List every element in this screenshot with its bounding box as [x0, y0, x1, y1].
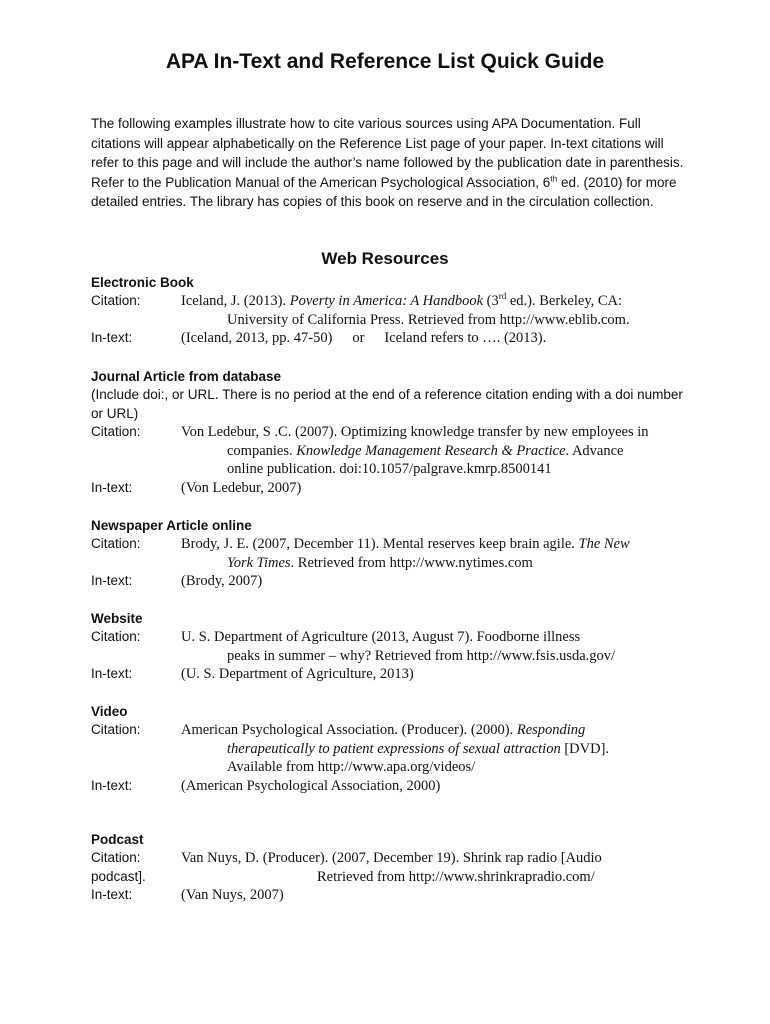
- intext-label: In-text:: [91, 777, 133, 793]
- citation-label: Citation:: [91, 850, 141, 865]
- intext-label: In-text:: [91, 330, 133, 346]
- citation-label: Citation:: [91, 722, 141, 737]
- citation-superscript: rd: [498, 291, 507, 302]
- intext-text: (Von Ledebur, 2007): [181, 479, 302, 496]
- intro-superscript: th: [550, 173, 558, 184]
- intext-or: or: [352, 330, 365, 347]
- citation-part: [DVD].: [560, 740, 610, 757]
- intext-text: (Brody, 2007): [181, 573, 263, 590]
- intext-row: [91, 886, 691, 905]
- intro-text: The following examples illustrate how to cite various sources using APA Documentation. Full citations will appear alphabetically on the Reference List page of your paper. In-text citations will refer to this page and will include the author’s name followed by the publication date in parenthesis. Refer to the Publication Manual of the American Psychological Association, 6: [91, 116, 684, 190]
- citation-part: American Psychological Association. (Producer). (2000).: [181, 722, 517, 738]
- intext-row: [91, 329, 691, 348]
- citation-row: [91, 292, 691, 329]
- citation-line: U. S. Department of Agriculture (2013, August 7). Foodborne illness: [181, 629, 581, 645]
- entry-note: (Include doi:, or URL. There is no period at the end of a reference citation ending with a doi number or URL): [91, 387, 683, 421]
- entry-heading: Website: [91, 611, 143, 626]
- citation-label-continued: podcast].: [91, 868, 146, 884]
- intext-label: In-text:: [91, 573, 133, 589]
- citation-line: Von Ledebur, S .C. (2007). Optimizing knowledge transfer by new employees in: [181, 424, 649, 441]
- citation-part: . Retrieved from http://www.nytimes.com: [290, 554, 533, 571]
- entry-heading: Video: [91, 704, 128, 719]
- citation-title: Responding: [516, 722, 586, 738]
- intro-text-continued: ed. (2010) for more detailed entries. The library has copies of this book on reserve and in the circulation collection.: [91, 174, 677, 210]
- entry-website: [91, 609, 691, 684]
- entry-heading: Newspaper Article online: [91, 518, 252, 533]
- citation-line: Retrieved from http://www.shrinkrapradio.com/: [317, 868, 595, 885]
- citation-part: . Advance: [565, 442, 624, 459]
- intext-text: (American Psychological Association, 2000): [181, 777, 441, 794]
- entry-newspaper-article: [91, 516, 691, 591]
- intext-text: (U. S. Department of Agriculture, 2013): [181, 666, 414, 683]
- citation-part: (3: [483, 293, 499, 309]
- citation-title: Poverty in America: A Handbook: [289, 293, 484, 309]
- citation-line: [181, 442, 691, 461]
- citation-row: [91, 628, 691, 665]
- intext-label: In-text:: [91, 666, 133, 682]
- citation-part: Brody, J. E. (2007, December 11). Mental reserves keep brain agile.: [181, 536, 579, 552]
- citation-label: Citation:: [91, 293, 141, 308]
- citation-line: peaks in summer – why? Retrieved from http://www.fsis.usda.gov/: [227, 647, 616, 664]
- citation-text: [181, 535, 691, 572]
- citation-title: The New: [578, 536, 630, 552]
- citation-title: York Times: [227, 554, 291, 571]
- citation-part: Iceland, J. (2013).: [181, 293, 290, 309]
- citation-line: University of California Press. Retrieved from http://www.eblib.com.: [227, 311, 630, 328]
- intext-label: In-text:: [91, 479, 133, 495]
- citation-text: [181, 721, 691, 777]
- entry-podcast: [91, 830, 691, 905]
- entry-video: [91, 702, 691, 795]
- citation-row: [91, 849, 691, 868]
- citation-label: Citation:: [91, 536, 141, 551]
- citation-text: [181, 628, 691, 665]
- citation-label: Citation:: [91, 424, 141, 440]
- intext-row: [91, 572, 691, 591]
- entry-heading: Podcast: [91, 832, 144, 847]
- citation-row: [91, 423, 691, 479]
- intext-label: In-text:: [91, 887, 133, 903]
- citation-text: [181, 292, 691, 329]
- citation-text: Van Nuys, D. (Producer). (2007, December 19). Shrink rap radio [Audio: [181, 850, 602, 866]
- intro-paragraph: [91, 114, 691, 212]
- citation-part: ed.). Berkeley, CA:: [506, 293, 623, 309]
- entry-electronic-book: [91, 273, 691, 348]
- intext-text: (Van Nuys, 2007): [181, 887, 284, 904]
- citation-part: companies.: [227, 442, 297, 459]
- citation-title: Knowledge Management Research & Practice: [296, 442, 566, 459]
- citation-row-continued: [91, 868, 691, 887]
- section-title-web-resources: Web Resources: [321, 249, 449, 268]
- citation-row: [91, 535, 691, 572]
- intext-part: Iceland refers to …. (2013).: [384, 330, 547, 347]
- citation-text: [181, 423, 691, 479]
- citation-title: therapeutically to patient expressions of sexual attraction: [227, 740, 561, 757]
- citation-row: [91, 721, 691, 777]
- citation-label: Citation:: [91, 629, 141, 644]
- intext-row: [91, 665, 691, 684]
- citation-line: online publication. doi:10.1057/palgrave.kmrp.8500141: [227, 461, 552, 478]
- citation-line: Available from http://www.apa.org/videos/: [227, 759, 476, 776]
- entry-heading: Journal Article from database: [91, 369, 282, 384]
- intext-row: [91, 777, 691, 796]
- page-title: APA In-Text and Reference List Quick Guide: [165, 50, 605, 73]
- entry-heading: Electronic Book: [91, 275, 194, 290]
- intext-text: [181, 329, 691, 348]
- intext-part: (Iceland, 2013, pp. 47-50): [181, 330, 333, 347]
- intext-row: [91, 479, 691, 498]
- entry-journal-article: [91, 367, 691, 498]
